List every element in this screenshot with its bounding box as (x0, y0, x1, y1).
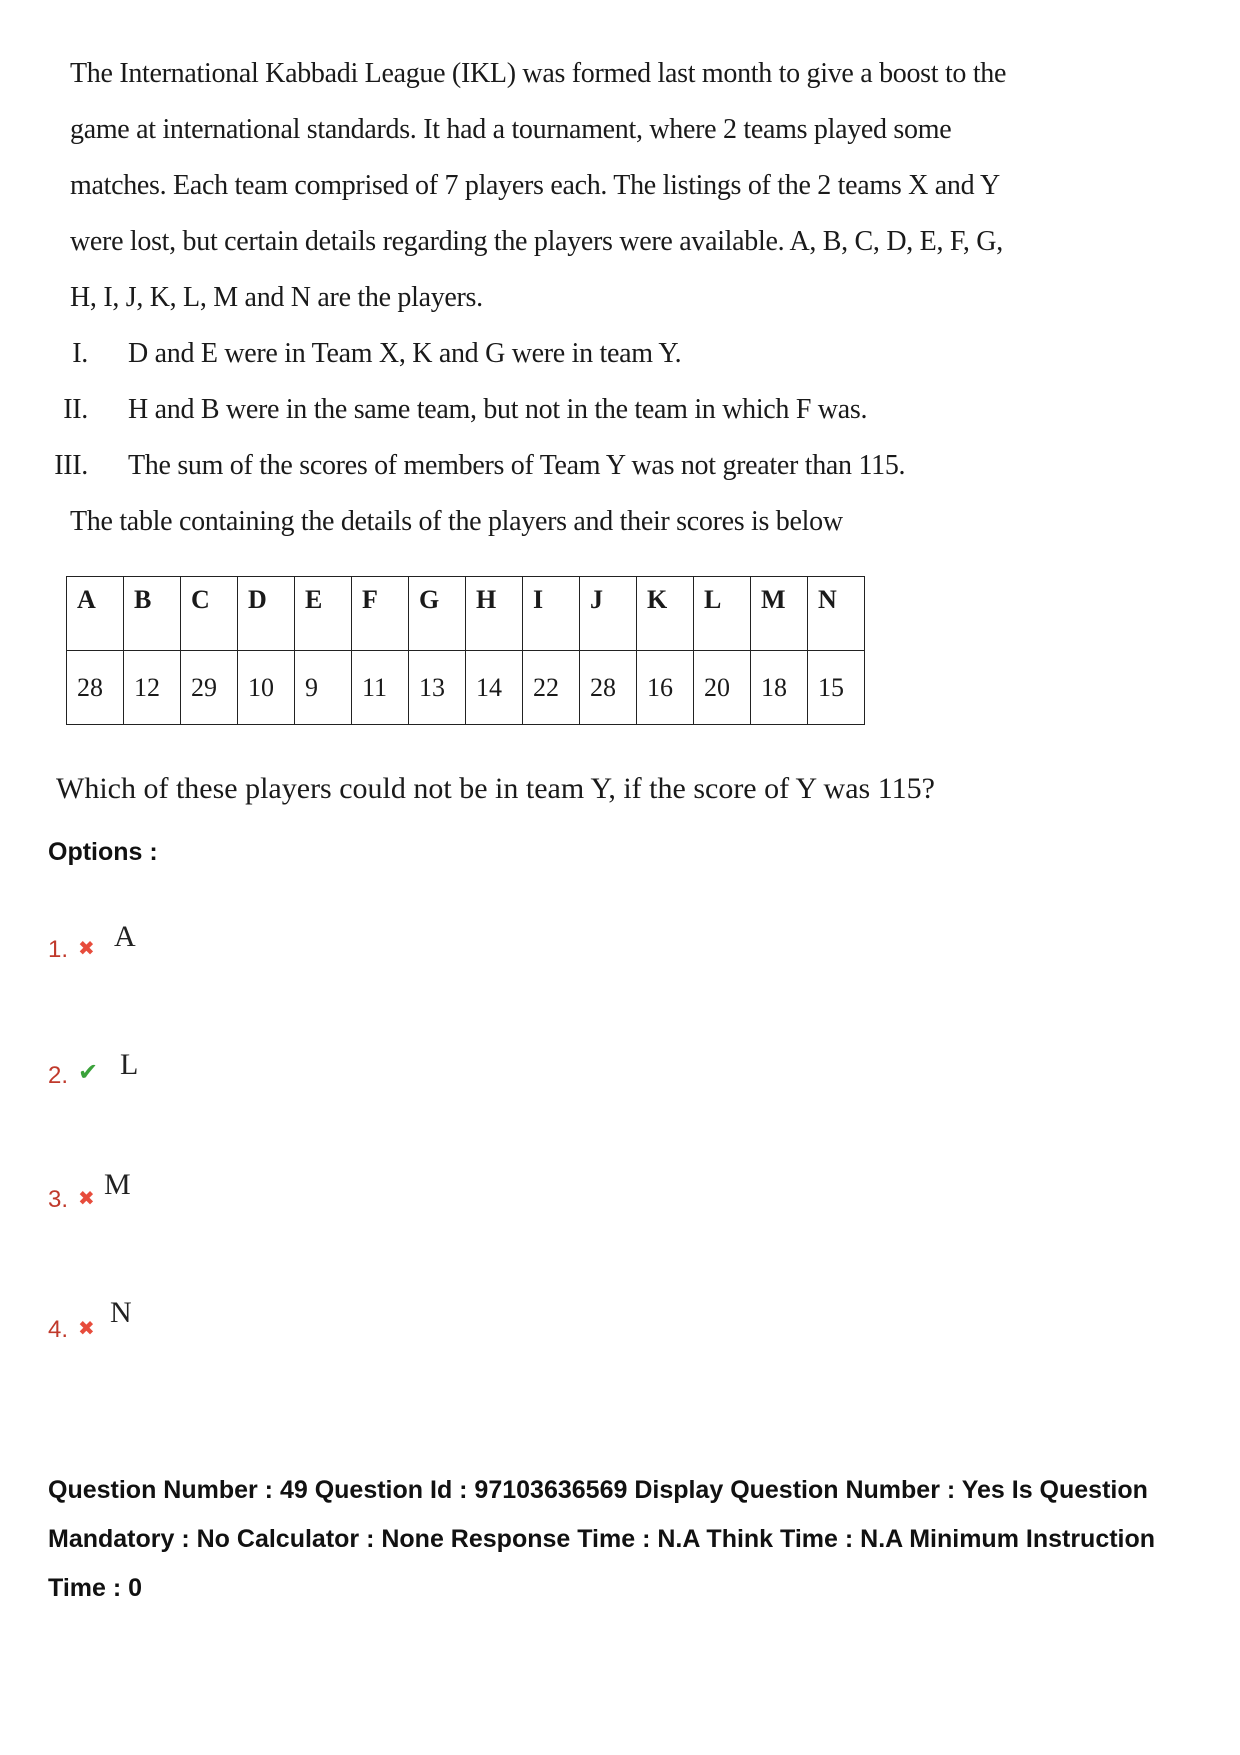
passage-line: game at international standards. It had a tournament, where 2 teams played some (70, 114, 952, 145)
player-cell: N (808, 577, 865, 651)
player-cell: L (694, 577, 751, 651)
condition-text: The sum of the scores of members of Team Y was not greater than 115. (128, 450, 906, 481)
player-cell: E (295, 577, 352, 651)
condition-number: III. (54, 450, 88, 481)
score-cell: 12 (124, 651, 181, 725)
metadata-line: Question Number : 49 Question Id : 97103636569 Display Question Number : Yes Is Question (48, 1476, 1148, 1504)
question-text: Which of these players could not be in team Y, if the score of Y was 115? (56, 772, 935, 805)
table-intro: The table containing the details of the players and their scores is below (70, 506, 843, 537)
player-cell: J (580, 577, 637, 651)
passage (54, 46, 1007, 550)
option-2[interactable] (48, 1046, 348, 1089)
passage-line: were lost, but certain details regarding the players were available. A, B, C, D, E, F, G, (70, 226, 1003, 257)
player-cell: C (181, 577, 238, 651)
score-cell: 28 (580, 651, 637, 725)
option-4[interactable] (48, 1296, 348, 1344)
passage-line: The International Kabbadi League (IKL) was formed last month to give a boost to the (70, 58, 1007, 89)
player-cell: H (466, 577, 523, 651)
score-cell: 22 (523, 651, 580, 725)
score-cell: 29 (181, 651, 238, 725)
passage-line: matches. Each team comprised of 7 players each. The listings of the 2 teams X and Y (70, 170, 1000, 201)
question-metadata (48, 1466, 1208, 1613)
option-text: N (110, 1296, 132, 1329)
player-cell: B (124, 577, 181, 651)
player-cell: D (238, 577, 295, 651)
cross-icon: ✖ (78, 1318, 95, 1340)
cross-icon: ✖ (78, 938, 95, 960)
score-cell: 9 (295, 651, 352, 725)
option-number: 4. (48, 1316, 69, 1343)
score-cell: 28 (67, 651, 124, 725)
score-cell: 20 (694, 651, 751, 725)
score-cell: 16 (637, 651, 694, 725)
condition-text: H and B were in the same team, but not in the team in which F was. (128, 394, 868, 425)
option-number: 3. (48, 1186, 69, 1213)
option-text: A (114, 920, 136, 953)
table-header-row (67, 577, 865, 651)
score-cell: 18 (751, 651, 808, 725)
score-cell: 11 (352, 651, 409, 725)
table-score-row (67, 651, 865, 725)
score-cell: 10 (238, 651, 295, 725)
player-cell: K (637, 577, 694, 651)
condition-item (70, 326, 940, 382)
checkmark-icon: ✔ (78, 1059, 99, 1086)
condition-text: D and E were in Team X, K and G were in team Y. (128, 338, 682, 369)
player-cell: G (409, 577, 466, 651)
condition-number: I. (72, 338, 88, 369)
player-cell: M (751, 577, 808, 651)
score-cell: 14 (466, 651, 523, 725)
score-cell: 15 (808, 651, 865, 725)
option-1[interactable] (48, 922, 348, 962)
cross-icon: ✖ (78, 1188, 95, 1210)
metadata-line: Mandatory : No Calculator : None Response Time : N.A Think Time : N.A Minimum Instruction (48, 1525, 1156, 1553)
player-cell: A (67, 577, 124, 651)
metadata-line: Time : 0 (48, 1574, 143, 1602)
option-number: 2. (48, 1062, 69, 1089)
condition-number: II. (63, 394, 88, 425)
option-3[interactable] (48, 1168, 348, 1213)
options-title: Options : (48, 838, 158, 866)
player-cell: F (352, 577, 409, 651)
option-number: 1. (48, 936, 69, 963)
condition-item (54, 438, 940, 494)
option-text: L (120, 1048, 139, 1081)
option-text: M (104, 1168, 131, 1201)
score-cell: 13 (409, 651, 466, 725)
player-cell: I (523, 577, 580, 651)
passage-line: H, I, J, K, L, M and N are the players. (70, 282, 483, 313)
condition-item (63, 382, 940, 438)
player-score-table (66, 576, 865, 725)
